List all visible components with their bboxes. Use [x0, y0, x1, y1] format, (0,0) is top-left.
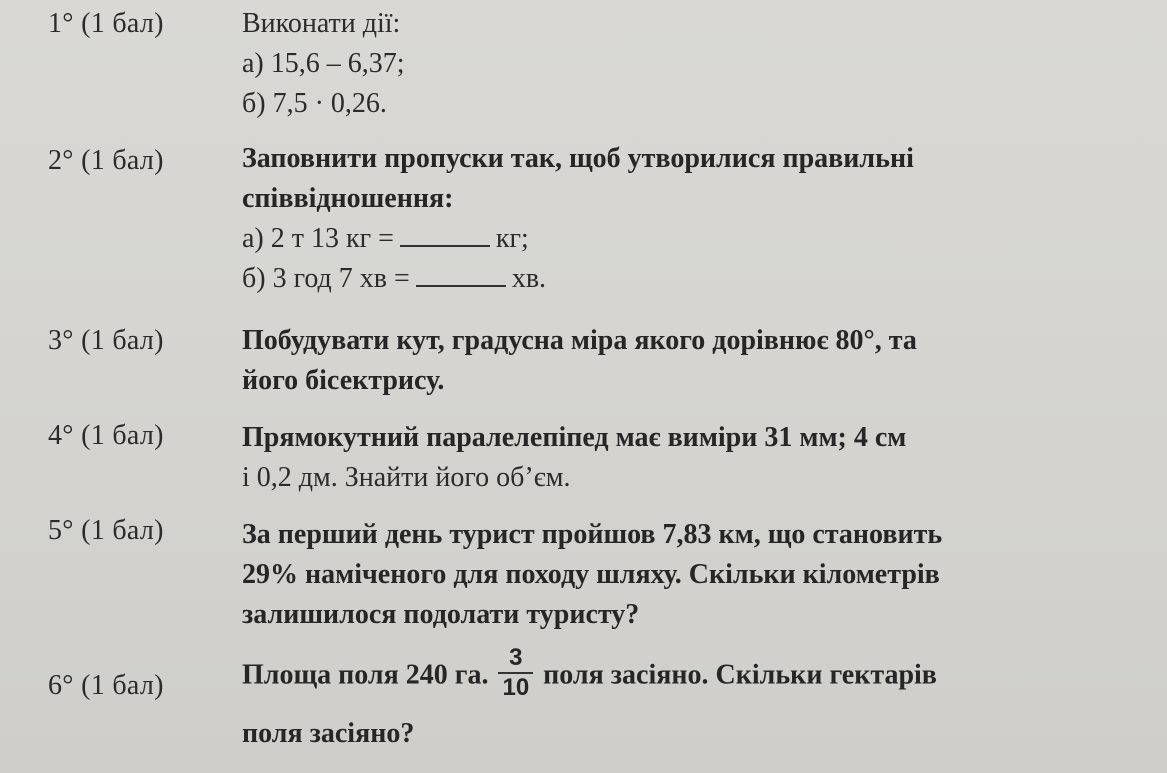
- task-text: [242, 418, 1132, 498]
- task-line: Виконати дії:: [242, 8, 401, 39]
- task-6-suffix: поля засіяно. Скільки гектарів: [543, 659, 937, 691]
- task-line: б) 7,5 · 0,26.: [242, 88, 387, 119]
- task-line: його бісектрису.: [242, 365, 445, 396]
- task-line: Прямокутний паралелепіпед має виміри 31 мм; 4 см: [242, 422, 907, 453]
- task-text: [242, 321, 1132, 401]
- task-number: 3° (1 бал): [48, 325, 164, 356]
- task-number: 6° (1 бал): [48, 670, 164, 701]
- task-6-prefix: Площа поля 240 га.: [242, 659, 489, 691]
- task-text: [242, 644, 1132, 756]
- task-line: 29% наміченого для походу шляху. Скільки кілометрів: [242, 559, 940, 590]
- task-line: За перший день турист пройшов 7,83 км, що становить: [242, 519, 943, 550]
- fraction-denominator: 10: [502, 674, 530, 701]
- task-line: співвідношення:: [242, 183, 454, 214]
- answer-blank[interactable]: [400, 223, 490, 247]
- item-a-suffix: кг;: [495, 223, 529, 254]
- task-line: а) 15,6 – 6,37;: [242, 48, 405, 79]
- task-line: залишилося подолати туристу?: [242, 599, 640, 630]
- answer-blank[interactable]: [416, 263, 506, 287]
- task-line: і 0,2 дм. Знайти його об’єм.: [242, 462, 571, 493]
- item-b-suffix: хв.: [511, 263, 547, 294]
- task-number: 4° (1 бал): [48, 420, 164, 451]
- item-b-prefix: б) 3 год 7 хв =: [242, 263, 410, 294]
- task-line: поля засіяно?: [242, 718, 415, 749]
- task-item-a: [242, 219, 1132, 259]
- task-line: Заповнити пропуски так, щоб утворилися правильні: [242, 143, 914, 174]
- task-line: [242, 644, 1132, 706]
- task-text: [242, 515, 1132, 635]
- task-text: [242, 139, 1132, 299]
- fraction: [498, 644, 533, 702]
- task-line: Побудувати кут, градусна міра якого дорівнює 80°, та: [242, 325, 917, 356]
- task-number: 2° (1 бал): [48, 145, 164, 176]
- task-number: 5° (1 бал): [48, 515, 164, 546]
- task-text: [242, 4, 1132, 124]
- fraction-numerator: 3: [498, 644, 533, 674]
- item-a-prefix: а) 2 т 13 кг =: [242, 223, 394, 254]
- task-number: 1° (1 бал): [48, 8, 164, 39]
- task-item-b: [242, 259, 1132, 299]
